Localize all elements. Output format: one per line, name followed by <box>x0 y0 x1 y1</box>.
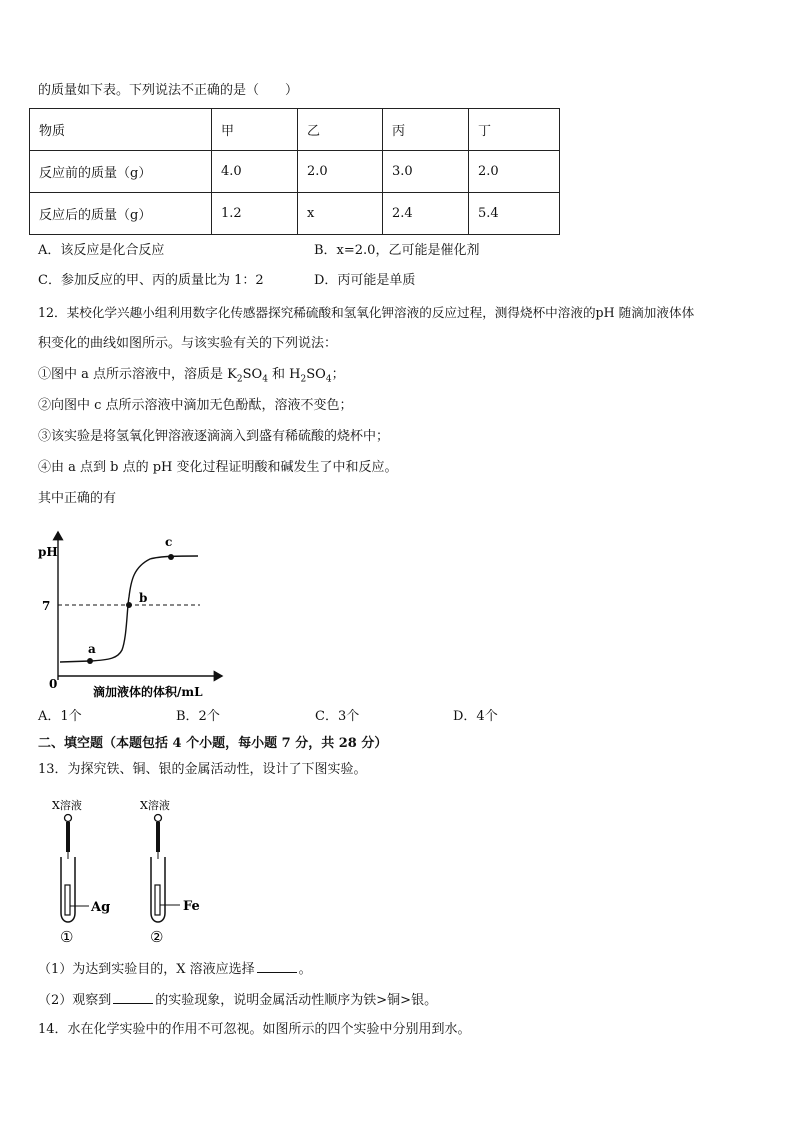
dropper2-bulb <box>155 815 162 822</box>
table-cell: 反应后的质量（g） <box>30 193 212 235</box>
fe-strip <box>155 885 160 915</box>
q12-option-d: D．4个 <box>453 709 498 724</box>
table-header-cell: 丁 <box>469 109 560 151</box>
dropper2-tube <box>156 822 160 852</box>
section-heading: 二、填空题（本题包括 4 个小题，每小题 7 分，共 28 分） <box>38 736 388 751</box>
table-cell: 3.0 <box>383 151 469 193</box>
table-header-row <box>30 109 560 151</box>
table-header-cell: 甲 <box>212 109 298 151</box>
table-header-cell: 乙 <box>298 109 383 151</box>
tube2-solution-label: X溶液 <box>140 799 170 812</box>
test-tube-1 <box>61 857 75 922</box>
tube1-solution-label: X溶液 <box>52 799 82 812</box>
table-row <box>30 193 560 235</box>
table-cell: 2.0 <box>298 151 383 193</box>
point-a-marker <box>87 658 93 664</box>
test-tube-figure <box>40 793 220 948</box>
q11-intro: 的质量如下表。下列说法不正确的是（ ） <box>38 83 299 98</box>
table-cell: 2.4 <box>383 193 469 235</box>
point-c-marker <box>168 554 174 560</box>
q12-statement-2: ②向图中 c 点所示溶液中滴加无色酚酞，溶液不变色； <box>38 398 353 413</box>
table-cell: 反应前的质量（g） <box>30 151 212 193</box>
origin-label: 0 <box>49 677 58 691</box>
answer-blank-2[interactable] <box>113 990 153 1004</box>
q11-option-b: B．x=2.0，乙可能是催化剂 <box>314 243 480 258</box>
ag-strip <box>65 885 70 915</box>
x-axis-label: 滴加液体的体积/mL <box>93 685 203 699</box>
tube1-number: ① <box>60 928 74 946</box>
q12-statement-1: ①图中 a 点所示溶液中，溶质是 $K_2SO_4$ 和 $H_2SO_4$； <box>38 367 345 385</box>
q12-statement-3: ③该实验是将氢氧化钾溶液逐滴滴入到盛有稀硫酸的烧杯中； <box>38 429 390 444</box>
q11-option-a: A．该反应是化合反应 <box>38 243 165 258</box>
table-cell: 5.4 <box>469 193 560 235</box>
q11-option-d: D．丙可能是单质 <box>314 273 416 288</box>
q11-option-c: C．参加反应的甲、丙的质量比为 1：2 <box>38 273 264 288</box>
test-tube-2 <box>151 857 165 922</box>
q13-subquestion-2: （2）观察到 的实验现象，说明金属活动性顺序为铁>铜>银。 <box>38 990 437 1010</box>
point-b-marker <box>126 602 132 608</box>
ph7-tick-label: 7 <box>42 599 51 613</box>
dropper1-bulb <box>65 815 72 822</box>
ag-label: Ag <box>91 900 111 915</box>
q12-prompt: 其中正确的有 <box>38 491 117 506</box>
table-cell: 2.0 <box>469 151 560 193</box>
point-c-label: c <box>165 535 173 549</box>
table-header-cell: 物质 <box>30 109 212 151</box>
ph-curve <box>60 556 198 662</box>
mass-table <box>29 108 560 235</box>
q12-option-b: B．2个 <box>176 709 220 724</box>
q12-stem-line1: 12．某校化学兴趣小组利用数字化传感器探究稀硫酸和氢氧化钾溶液的反应过程，测得烧杯中溶液的pH 随滴加液体体 <box>38 305 695 320</box>
q12-option-a: A．1个 <box>38 709 82 724</box>
q13-subquestion-1: （1）为达到实验目的，X 溶液应选择 。 <box>38 959 312 979</box>
table-cell: x <box>298 193 383 235</box>
tube2-number: ② <box>150 928 164 946</box>
fe-label: Fe <box>183 899 200 914</box>
q12-stem-line2: 积变化的曲线如图所示。与该实验有关的下列说法： <box>38 336 338 351</box>
q12-statement-4: ④由 a 点到 b 点的 pH 变化过程证明酸和碱发生了中和反应。 <box>38 460 398 475</box>
table-cell: 1.2 <box>212 193 298 235</box>
ph-curve-chart <box>30 522 230 702</box>
table-row <box>30 151 560 193</box>
q13-stem: 13．为探究铁、铜、银的金属活动性，设计了下图实验。 <box>38 762 367 777</box>
q14-stem: 14．水在化学实验中的作用不可忽视。如图所示的四个实验中分别用到水。 <box>38 1022 471 1037</box>
q12-option-c: C．3个 <box>315 709 360 724</box>
dropper1-tube <box>66 822 70 852</box>
table-header-cell: 丙 <box>383 109 469 151</box>
y-axis-label: pH <box>38 545 58 559</box>
point-b-label: b <box>139 591 148 605</box>
point-a-label: a <box>88 642 96 656</box>
answer-blank-1[interactable] <box>257 959 297 973</box>
table-cell: 4.0 <box>212 151 298 193</box>
